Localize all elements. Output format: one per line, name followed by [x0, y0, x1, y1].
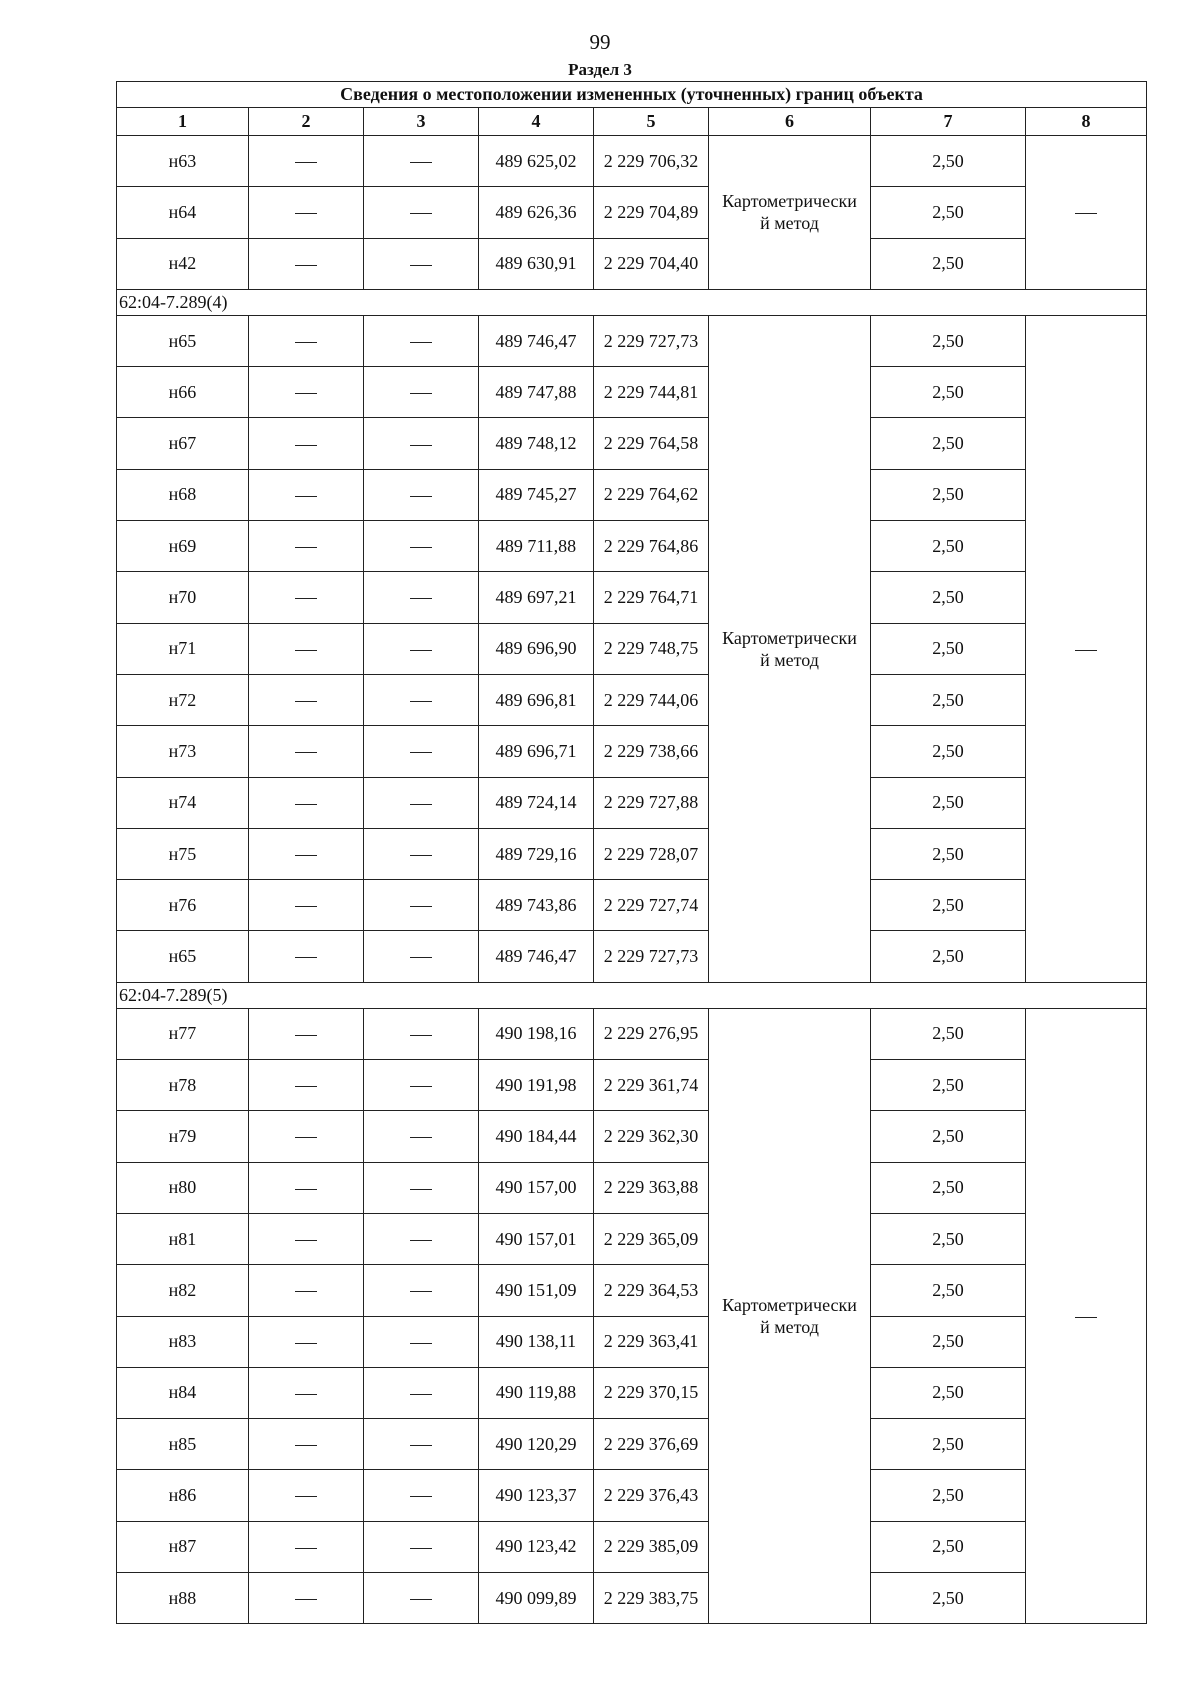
- precision-value: 2,50: [871, 777, 1026, 828]
- precision-value: 2,50: [871, 674, 1026, 725]
- method-text: й метод: [760, 1317, 819, 1338]
- method-text: Картометрически: [722, 627, 857, 648]
- precision-value: 2,50: [871, 1573, 1026, 1624]
- empty-dash-cell: [249, 136, 364, 187]
- empty-dash-cell: [364, 1060, 479, 1111]
- x-coordinate: 489 696,90: [479, 623, 594, 674]
- table-row: [117, 521, 1147, 572]
- empty-dash-cell: [364, 469, 479, 520]
- y-coordinate: 2 229 362,30: [594, 1111, 709, 1162]
- precision-value: 2,50: [871, 1060, 1026, 1111]
- point-label: н83: [117, 1316, 249, 1367]
- x-coordinate: 489 625,02: [479, 136, 594, 187]
- empty-dash-cell: [249, 1316, 364, 1367]
- precision-value: 2,50: [871, 136, 1026, 187]
- y-coordinate: 2 229 727,74: [594, 880, 709, 931]
- precision-value: 2,50: [871, 1213, 1026, 1264]
- y-coordinate: 2 229 764,62: [594, 469, 709, 520]
- precision-value: 2,50: [871, 1419, 1026, 1470]
- precision-value: 2,50: [871, 521, 1026, 572]
- y-coordinate: 2 229 728,07: [594, 828, 709, 879]
- y-coordinate: 2 229 764,58: [594, 418, 709, 469]
- y-coordinate: 2 229 376,69: [594, 1419, 709, 1470]
- empty-dash-cell: [1026, 1008, 1147, 1624]
- table-row: [117, 187, 1147, 238]
- empty-dash-cell: [364, 777, 479, 828]
- x-coordinate: 490 119,88: [479, 1367, 594, 1418]
- empty-dash-cell: [364, 931, 479, 982]
- table-row: [117, 469, 1147, 520]
- table-row: [117, 418, 1147, 469]
- y-coordinate: 2 229 764,86: [594, 521, 709, 572]
- empty-dash-cell: [364, 572, 479, 623]
- table-row: [117, 726, 1147, 777]
- y-coordinate: 2 229 764,71: [594, 572, 709, 623]
- empty-dash-cell: [249, 1265, 364, 1316]
- precision-value: 2,50: [871, 1521, 1026, 1572]
- point-label: н68: [117, 469, 249, 520]
- table-title: Сведения о местоположении измененных (уточненных) границ объекта: [117, 82, 1147, 108]
- table-row: [117, 1573, 1147, 1624]
- empty-dash-cell: [249, 469, 364, 520]
- precision-value: 2,50: [871, 1367, 1026, 1418]
- point-label: н42: [117, 238, 249, 289]
- table-row: [117, 828, 1147, 879]
- method-text: Картометрически: [722, 1295, 857, 1316]
- point-label: н72: [117, 674, 249, 725]
- precision-value: 2,50: [871, 1111, 1026, 1162]
- column-header-row: [117, 108, 1147, 136]
- y-coordinate: 2 229 383,75: [594, 1573, 709, 1624]
- precision-value: 2,50: [871, 1265, 1026, 1316]
- x-coordinate: 490 123,37: [479, 1470, 594, 1521]
- point-label: н87: [117, 1521, 249, 1572]
- y-coordinate: 2 229 704,89: [594, 187, 709, 238]
- point-label: н73: [117, 726, 249, 777]
- precision-value: 2,50: [871, 238, 1026, 289]
- x-coordinate: 489 724,14: [479, 777, 594, 828]
- point-label: н77: [117, 1008, 249, 1059]
- x-coordinate: 489 745,27: [479, 469, 594, 520]
- table-row: [117, 1367, 1147, 1418]
- precision-value: 2,50: [871, 315, 1026, 366]
- precision-value: 2,50: [871, 1008, 1026, 1059]
- point-label: н85: [117, 1419, 249, 1470]
- table-row: [117, 623, 1147, 674]
- x-coordinate: 490 138,11: [479, 1316, 594, 1367]
- precision-value: 2,50: [871, 418, 1026, 469]
- table-row: [117, 1316, 1147, 1367]
- parcel-number: 62:04-7.289(5): [117, 982, 1147, 1008]
- empty-dash-cell: [364, 1162, 479, 1213]
- x-coordinate: 489 696,81: [479, 674, 594, 725]
- empty-dash-cell: [249, 1419, 364, 1470]
- point-label: н74: [117, 777, 249, 828]
- method-cell: [709, 136, 871, 290]
- empty-dash-cell: [364, 521, 479, 572]
- table-row: [117, 367, 1147, 418]
- empty-dash-cell: [249, 1367, 364, 1418]
- point-label: н82: [117, 1265, 249, 1316]
- table-row: [117, 1008, 1147, 1059]
- x-coordinate: 489 711,88: [479, 521, 594, 572]
- column-header: 6: [709, 108, 871, 136]
- x-coordinate: 490 099,89: [479, 1573, 594, 1624]
- table-row: [117, 880, 1147, 931]
- y-coordinate: 2 229 744,06: [594, 674, 709, 725]
- x-coordinate: 490 151,09: [479, 1265, 594, 1316]
- point-label: н65: [117, 931, 249, 982]
- section-title: Раздел 3: [568, 60, 632, 79]
- point-label: н67: [117, 418, 249, 469]
- y-coordinate: 2 229 385,09: [594, 1521, 709, 1572]
- table-row: [117, 1419, 1147, 1470]
- x-coordinate: 489 748,12: [479, 418, 594, 469]
- empty-dash-cell: [249, 828, 364, 879]
- column-header: 5: [594, 108, 709, 136]
- empty-dash-cell: [364, 880, 479, 931]
- table-row: [117, 1213, 1147, 1264]
- precision-value: 2,50: [871, 726, 1026, 777]
- x-coordinate: 490 157,00: [479, 1162, 594, 1213]
- empty-dash-cell: [249, 1213, 364, 1264]
- table-row: [117, 674, 1147, 725]
- y-coordinate: 2 229 744,81: [594, 367, 709, 418]
- empty-dash-cell: [364, 1265, 479, 1316]
- method-cell: [709, 315, 871, 982]
- empty-dash-cell: [364, 726, 479, 777]
- method-text: й метод: [760, 649, 819, 670]
- x-coordinate: 490 123,42: [479, 1521, 594, 1572]
- precision-value: 2,50: [871, 469, 1026, 520]
- empty-dash-cell: [249, 880, 364, 931]
- point-label: н88: [117, 1573, 249, 1624]
- point-label: н65: [117, 315, 249, 366]
- empty-dash-cell: [364, 1111, 479, 1162]
- empty-dash-cell: [249, 777, 364, 828]
- empty-dash-cell: [364, 1008, 479, 1059]
- x-coordinate: 490 120,29: [479, 1419, 594, 1470]
- y-coordinate: 2 229 370,15: [594, 1367, 709, 1418]
- x-coordinate: 490 191,98: [479, 1060, 594, 1111]
- empty-dash-cell: [364, 1419, 479, 1470]
- empty-dash-cell: [249, 315, 364, 366]
- empty-dash-cell: [1026, 136, 1147, 290]
- y-coordinate: 2 229 727,73: [594, 315, 709, 366]
- parcel-header-row: [117, 982, 1147, 1008]
- x-coordinate: 490 184,44: [479, 1111, 594, 1162]
- x-coordinate: 489 743,86: [479, 880, 594, 931]
- empty-dash-cell: [249, 418, 364, 469]
- table-row: [117, 1162, 1147, 1213]
- precision-value: 2,50: [871, 367, 1026, 418]
- precision-value: 2,50: [871, 931, 1026, 982]
- empty-dash-cell: [249, 572, 364, 623]
- point-label: н69: [117, 521, 249, 572]
- empty-dash-cell: [364, 187, 479, 238]
- x-coordinate: 489 746,47: [479, 315, 594, 366]
- empty-dash-cell: [364, 1316, 479, 1367]
- table-row: [117, 1111, 1147, 1162]
- method-text: й метод: [760, 213, 819, 234]
- point-label: н70: [117, 572, 249, 623]
- precision-value: 2,50: [871, 623, 1026, 674]
- point-label: н81: [117, 1213, 249, 1264]
- y-coordinate: 2 229 704,40: [594, 238, 709, 289]
- empty-dash-cell: [364, 1470, 479, 1521]
- empty-dash-cell: [249, 1521, 364, 1572]
- table-row: [117, 1265, 1147, 1316]
- point-label: н78: [117, 1060, 249, 1111]
- x-coordinate: 489 746,47: [479, 931, 594, 982]
- column-header: 2: [249, 108, 364, 136]
- point-label: н86: [117, 1470, 249, 1521]
- y-coordinate: 2 229 738,66: [594, 726, 709, 777]
- empty-dash-cell: [364, 238, 479, 289]
- x-coordinate: 489 630,91: [479, 238, 594, 289]
- table-row: [117, 238, 1147, 289]
- x-coordinate: 489 696,71: [479, 726, 594, 777]
- x-coordinate: 489 697,21: [479, 572, 594, 623]
- empty-dash-cell: [364, 623, 479, 674]
- point-label: н84: [117, 1367, 249, 1418]
- y-coordinate: 2 229 376,43: [594, 1470, 709, 1521]
- x-coordinate: 489 626,36: [479, 187, 594, 238]
- empty-dash-cell: [1026, 315, 1147, 982]
- empty-dash-cell: [364, 674, 479, 725]
- precision-value: 2,50: [871, 1162, 1026, 1213]
- y-coordinate: 2 229 361,74: [594, 1060, 709, 1111]
- empty-dash-cell: [249, 367, 364, 418]
- empty-dash-cell: [249, 1470, 364, 1521]
- y-coordinate: 2 229 727,73: [594, 931, 709, 982]
- table-row: [117, 777, 1147, 828]
- point-label: н76: [117, 880, 249, 931]
- empty-dash-cell: [364, 367, 479, 418]
- empty-dash-cell: [364, 136, 479, 187]
- table-row: [117, 1470, 1147, 1521]
- table-row: [117, 572, 1147, 623]
- table-row: [117, 136, 1147, 187]
- precision-value: 2,50: [871, 572, 1026, 623]
- table-row: [117, 315, 1147, 366]
- precision-value: 2,50: [871, 828, 1026, 879]
- method-cell: [709, 1008, 871, 1624]
- empty-dash-cell: [249, 1008, 364, 1059]
- precision-value: 2,50: [871, 1470, 1026, 1521]
- y-coordinate: 2 229 276,95: [594, 1008, 709, 1059]
- parcel-header-row: [117, 289, 1147, 315]
- empty-dash-cell: [364, 315, 479, 366]
- empty-dash-cell: [364, 418, 479, 469]
- point-label: н75: [117, 828, 249, 879]
- table-row: [117, 931, 1147, 982]
- y-coordinate: 2 229 706,32: [594, 136, 709, 187]
- empty-dash-cell: [364, 1367, 479, 1418]
- empty-dash-cell: [364, 828, 479, 879]
- coordinates-table: [116, 81, 1147, 1624]
- y-coordinate: 2 229 363,41: [594, 1316, 709, 1367]
- x-coordinate: 489 747,88: [479, 367, 594, 418]
- empty-dash-cell: [249, 1111, 364, 1162]
- y-coordinate: 2 229 364,53: [594, 1265, 709, 1316]
- empty-dash-cell: [249, 238, 364, 289]
- precision-value: 2,50: [871, 187, 1026, 238]
- empty-dash-cell: [249, 1573, 364, 1624]
- page-number: 99: [589, 30, 611, 54]
- empty-dash-cell: [364, 1213, 479, 1264]
- y-coordinate: 2 229 365,09: [594, 1213, 709, 1264]
- empty-dash-cell: [249, 674, 364, 725]
- column-header: 8: [1026, 108, 1147, 136]
- parcel-number: 62:04-7.289(4): [117, 289, 1147, 315]
- y-coordinate: 2 229 727,88: [594, 777, 709, 828]
- x-coordinate: 489 729,16: [479, 828, 594, 879]
- x-coordinate: 490 198,16: [479, 1008, 594, 1059]
- empty-dash-cell: [249, 1162, 364, 1213]
- method-text: Картометрически: [722, 191, 857, 212]
- table-row: [117, 1521, 1147, 1572]
- empty-dash-cell: [364, 1521, 479, 1572]
- point-label: н80: [117, 1162, 249, 1213]
- column-header: 1: [117, 108, 249, 136]
- column-header: 7: [871, 108, 1026, 136]
- point-label: н79: [117, 1111, 249, 1162]
- empty-dash-cell: [249, 187, 364, 238]
- empty-dash-cell: [249, 623, 364, 674]
- empty-dash-cell: [249, 931, 364, 982]
- x-coordinate: 490 157,01: [479, 1213, 594, 1264]
- column-header: 3: [364, 108, 479, 136]
- empty-dash-cell: [249, 726, 364, 777]
- y-coordinate: 2 229 363,88: [594, 1162, 709, 1213]
- y-coordinate: 2 229 748,75: [594, 623, 709, 674]
- empty-dash-cell: [249, 1060, 364, 1111]
- empty-dash-cell: [364, 1573, 479, 1624]
- precision-value: 2,50: [871, 1316, 1026, 1367]
- table-row: [117, 1060, 1147, 1111]
- point-label: н64: [117, 187, 249, 238]
- point-label: н66: [117, 367, 249, 418]
- empty-dash-cell: [249, 521, 364, 572]
- precision-value: 2,50: [871, 880, 1026, 931]
- point-label: н71: [117, 623, 249, 674]
- point-label: н63: [117, 136, 249, 187]
- column-header: 4: [479, 108, 594, 136]
